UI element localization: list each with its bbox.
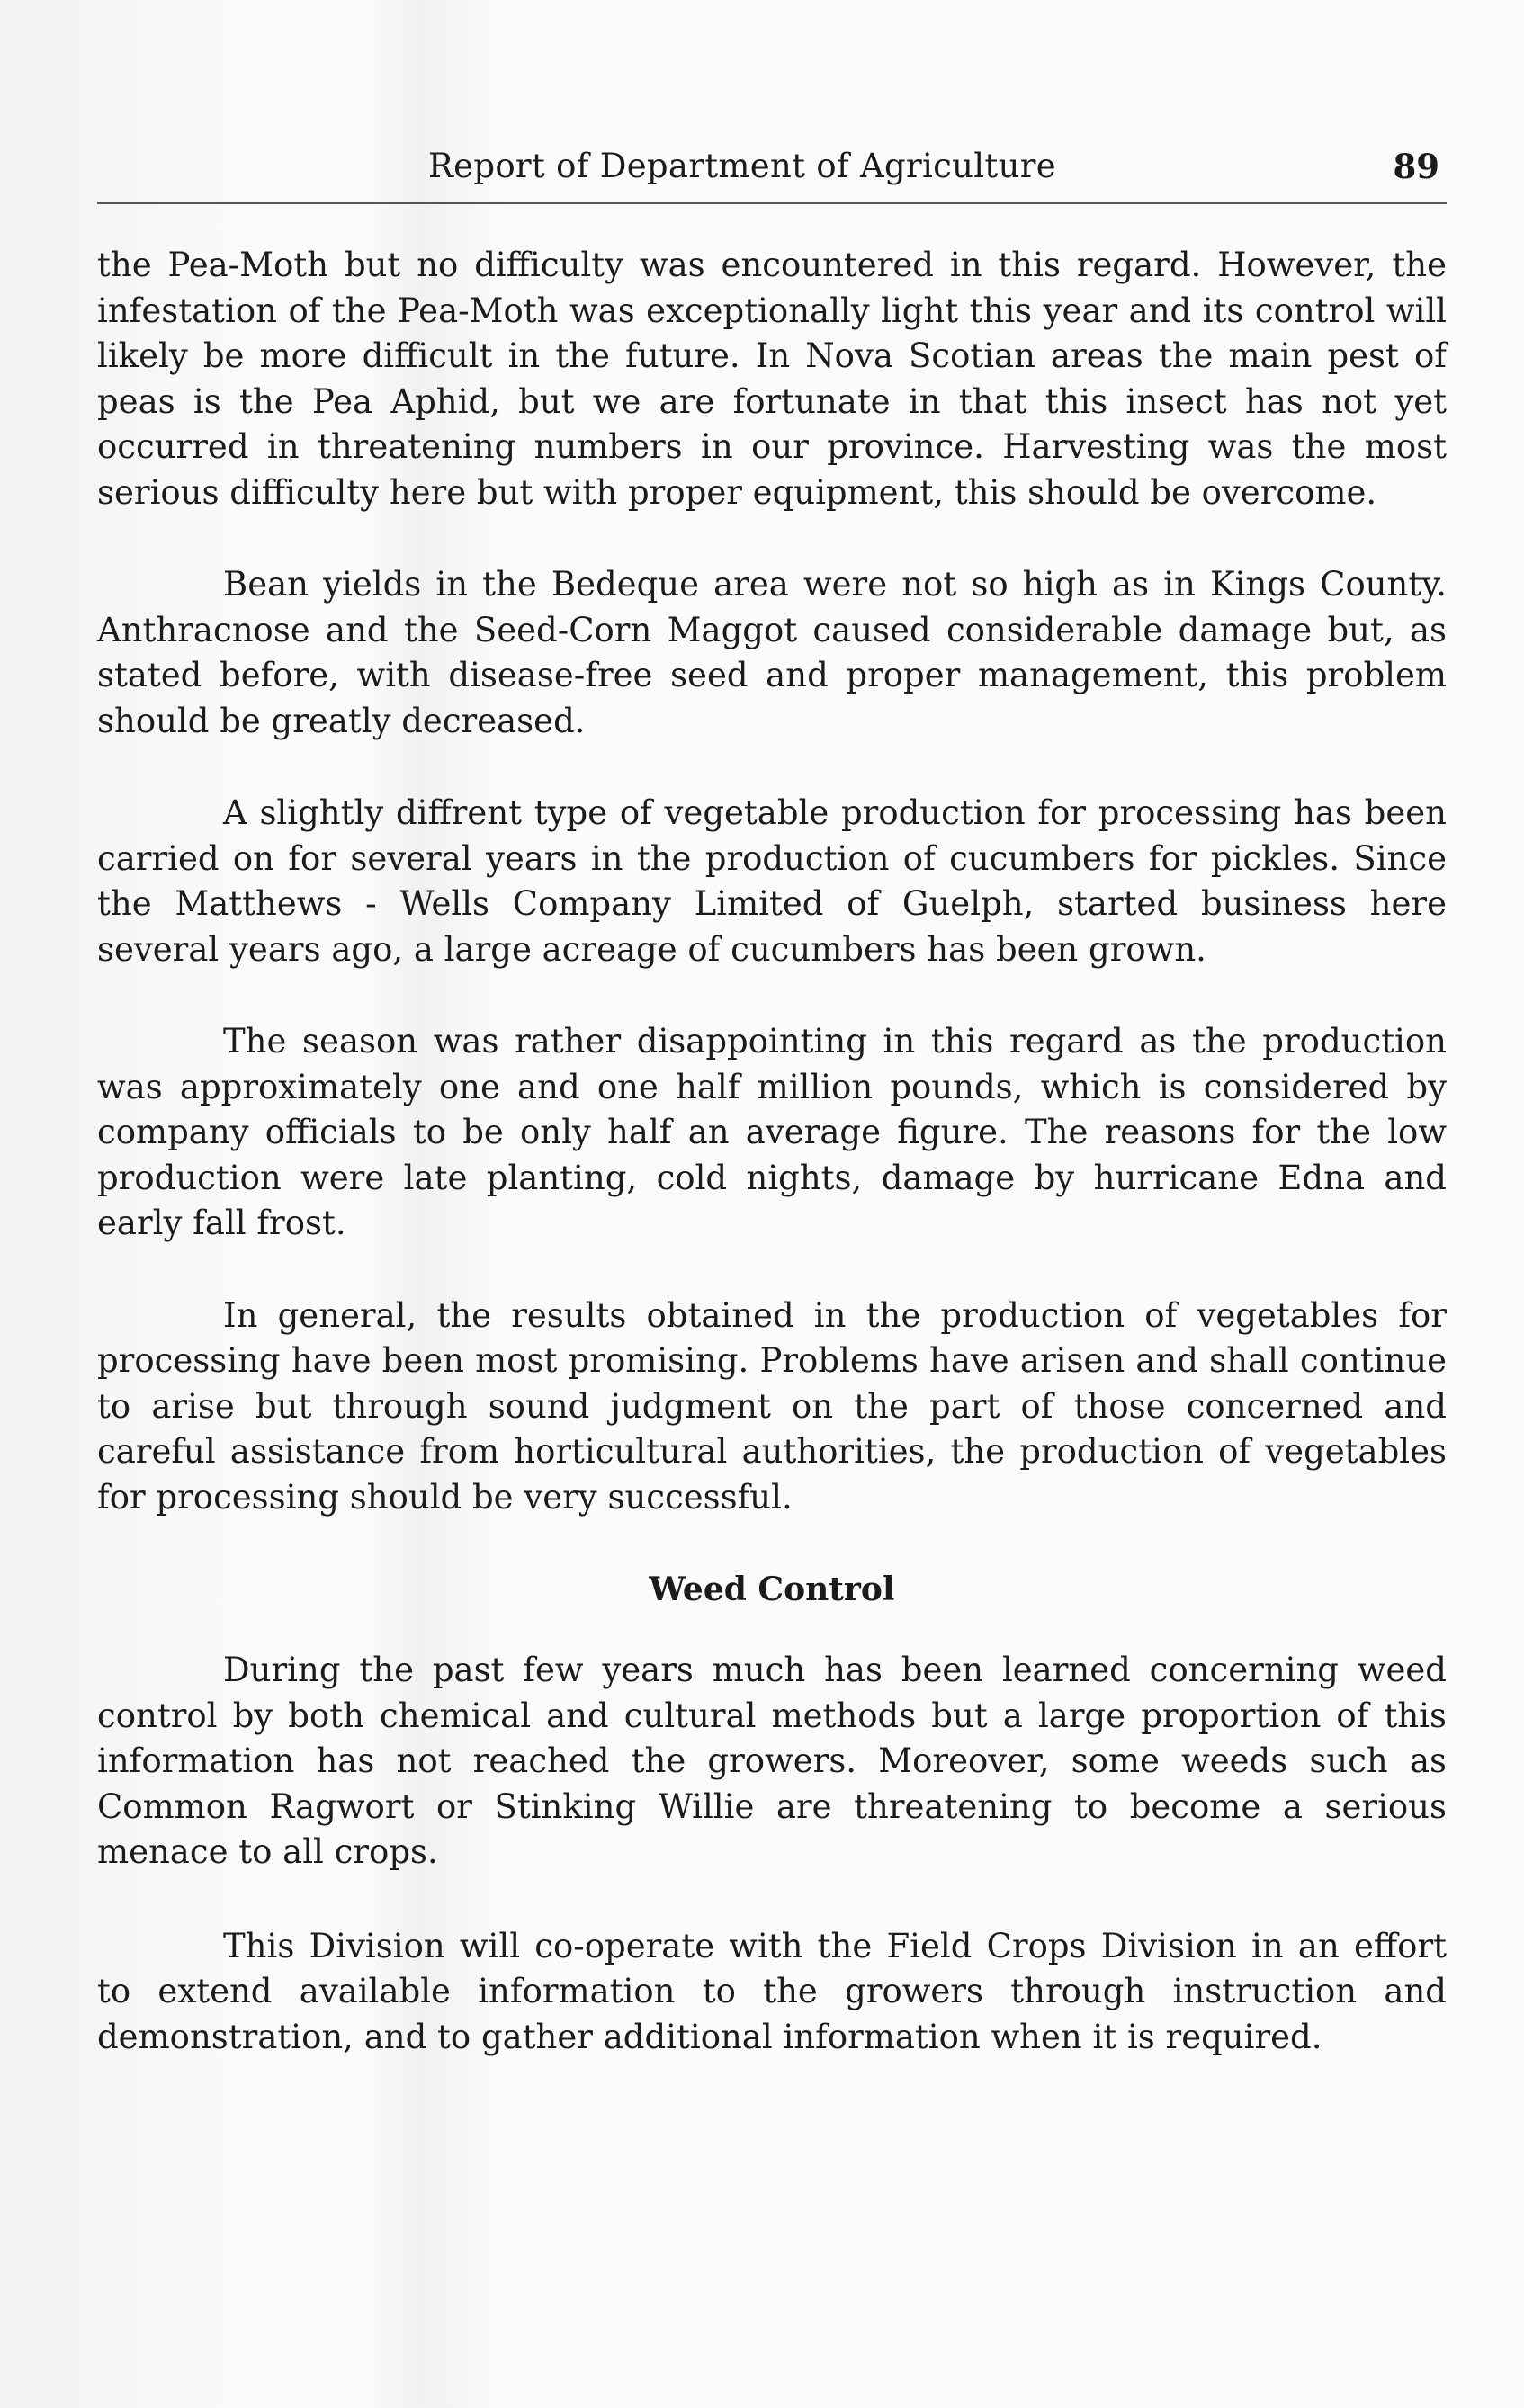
- paragraph-general-results: In general, the results obtained in the production of vegetables for processing have been most promising. Problems have arisen and shall continue to arise but through sound judgment on the part of those concerned and careful assistance from horticultural authorities, the production of vegetables for processing should be very successful.: [97, 1295, 1447, 1517]
- paragraph-division-cooperation: This Division will co-operate with the Field Crops Division in an effort to extend available information to the growers through instruction and demonstration, and to gather additional information when it is required.: [97, 1926, 1447, 2056]
- paragraph-cucumber-production: A slightly diffrent type of vegetable production for processing has been carried on for several years in the production of cucumbers for pickles. Since the Matthews - Wells Company Limited of Guelph, started business here several years ago, a large acreage of cucumbers has been grown.: [97, 793, 1447, 969]
- running-head: Report of Department of Agriculture: [428, 147, 1056, 185]
- section-heading-weed-control: Weed Control: [649, 1571, 895, 1608]
- paragraph-bean-yields: Bean yields in the Bedeque area were not so high as in Kings County. Anthracnose and the Seed-Corn Maggot caused considerable damage but, as stated before, with disease-free seed and proper management, this problem should be greatly decreased.: [97, 565, 1447, 740]
- page-header: [97, 139, 1447, 204]
- page-number: 89: [1393, 147, 1439, 186]
- paragraph-pea-moth: the Pea-Moth but no difficulty was encountered in this regard. However, the infestation of the Pea-Moth was exceptionally light this year and its control will likely be more difficult in the future. In Nova Scotian areas the main pest of peas is the Pea Aphid, but we are fortunate in that this insect has not yet occurred in threatening numbers in our province. Harvesting was the most serious difficulty here but with proper equipment, this should be overcome.: [97, 246, 1447, 512]
- body-text: [97, 243, 1447, 2060]
- paragraph-weed-control: During the past few years much has been learned concerning weed control by both chemical and cultural methods but a large proportion of this information has not reached the growers. Moreover, some weeds such as Common Ragwort or Stinking Willie are threatening to become a serious menace to all crops.: [97, 1651, 1447, 1871]
- paragraph-season-results: The season was rather disappointing in this regard as the production was approximately one and one half million pounds, which is considered by company officials to be only half an average figure. The reasons for the low production were late planting, cold nights, damage by hurricane Edna and early fall frost.: [97, 1022, 1447, 1242]
